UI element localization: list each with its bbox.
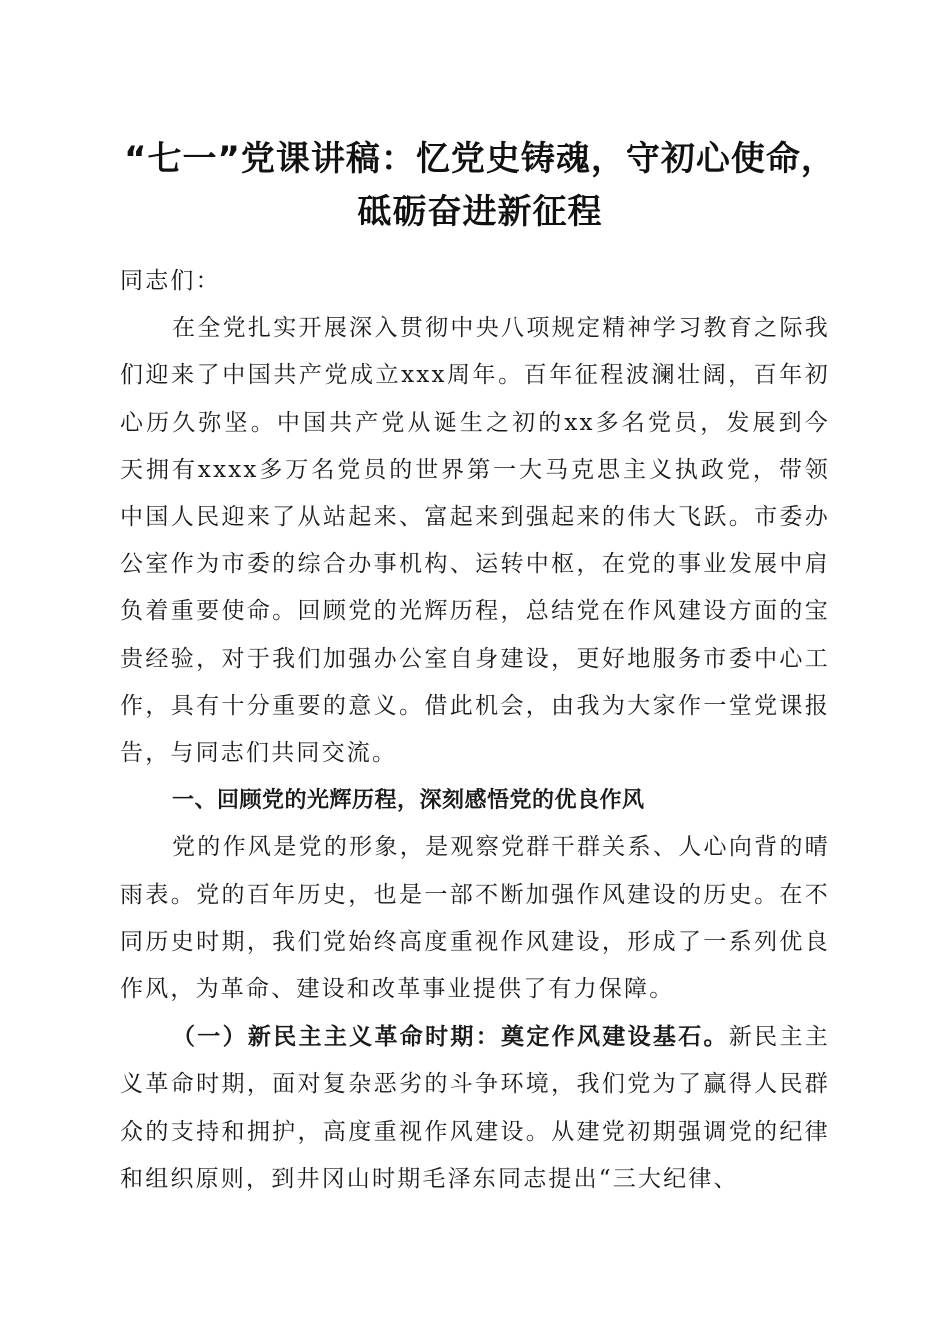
document-body (120, 258, 830, 1203)
section-heading-1: 一、回顾党的光辉历程，深刻感悟党的优良作风 (172, 788, 645, 814)
subsection-lead: （一）新民主主义革命时期：奠定作风建设基石。 (172, 1023, 729, 1051)
paragraph-intro: 在全党扎实开展深入贯彻中央八项规定精神学习教育之际我们迎来了中国共产党成立xxx周年。百年征程波澜壮阔，百年初心历久弥坚。中国共产党从诞生之初的xx多名党员，发展到今天拥有xxxx多万名党员的世界第一大马克思主义执政党，带领中国人民迎来了从站起来、富起来到强起来的伟大飞跃。市委办公室作为市委的综合办事机构、运转中枢，在党的事业发展中肩负着重要使命。回顾党的光辉历程，总结党在作风建设方面的宝贵经验，对于我们加强办公室自身建设，更好地服务市委中心工作，具有十分重要的意义。借此机会，由我为大家作一堂党课报告，与同志们共同交流。 (120, 315, 830, 767)
paragraph-section-1: 党的作风是党的形象，是观察党群干群关系、人心向背的晴雨表。党的百年历史，也是一部不断加强作风建设的历史。在不同历史时期，我们党始终高度重视作风建设，形成了一系列优良作风，为革命、建设和改革事业提供了有力保障。 (120, 834, 830, 1003)
title-line-1: “七一”党课讲稿：忆党史铸魂，守初心使命， (124, 139, 836, 179)
paragraph-subsection-1 (120, 1013, 830, 1203)
title-line-2: 砥砺奋进新征程 (357, 192, 603, 232)
document-title (100, 133, 860, 239)
subsection-text: 新民主主义革命时期，面对复杂恶劣的斗争环境，我们党为了赢得人民群众的支持和拥护，高度重视作风建设。从建党初期强调党的纪律和组织原则，到井冈山时期毛泽东同志提出“三大纪律、 (120, 1024, 830, 1192)
salutation: 同志们： (120, 268, 221, 294)
